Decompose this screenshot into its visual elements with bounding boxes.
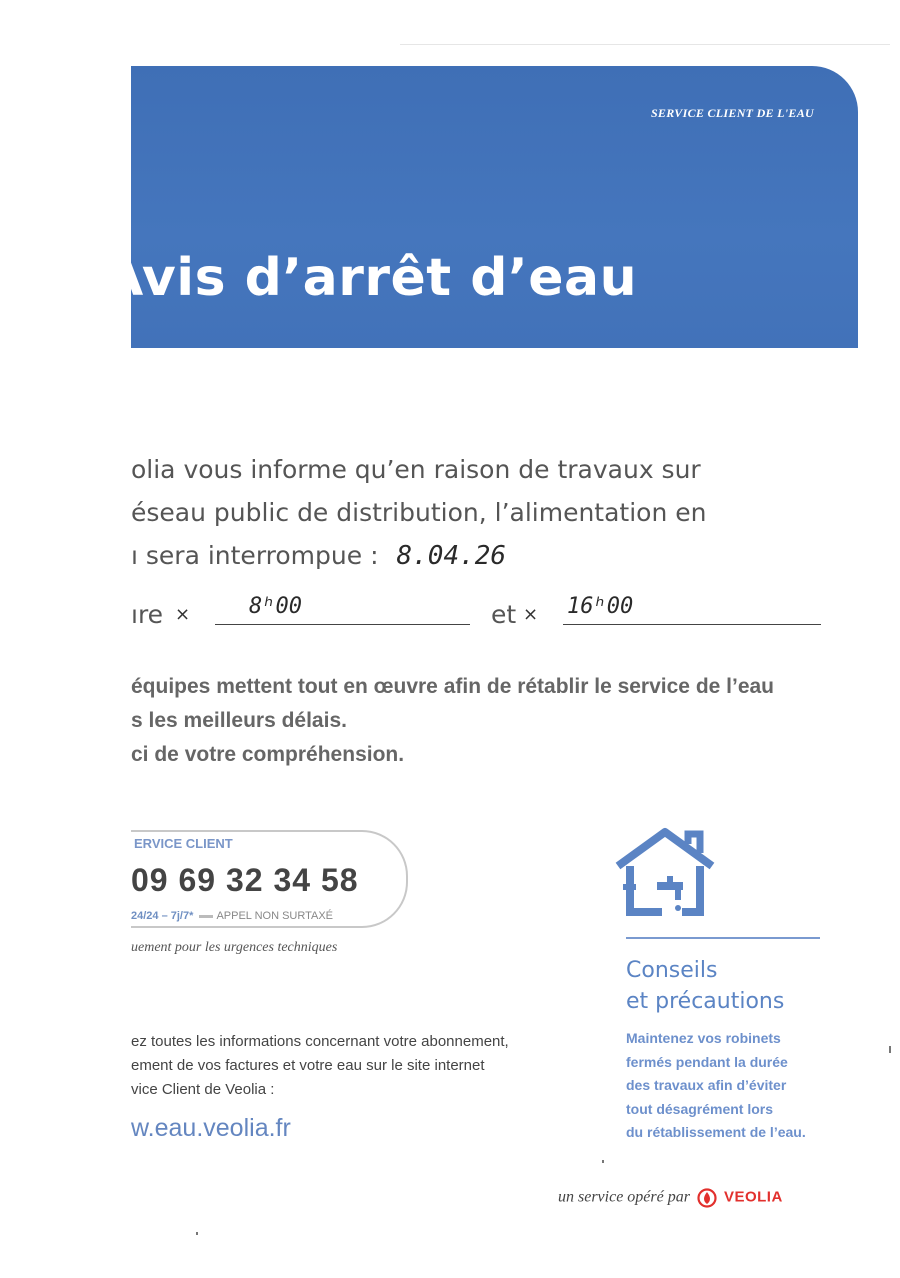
service-client-phone[interactable]: 09 69 32 34 58 (131, 862, 359, 898)
notice-line-2: éseau public de distribution, l’alimentation en (131, 498, 707, 527)
apology-text (131, 670, 831, 772)
tips-title-line-2: et précautions (626, 989, 785, 1014)
service-client-label: ERVICE CLIENT (134, 836, 239, 851)
tips-line: Maintenez vos robinets (626, 1030, 781, 1046)
tips-line: fermés pendant la durée (626, 1053, 788, 1070)
notice-line-1: olia vous informe qu’en raison de travaux sur (131, 455, 701, 484)
veolia-brand: VEOLIA (723, 1188, 783, 1206)
to-time-handwritten: 16ʰ00 (567, 594, 634, 619)
website-url[interactable]: w.eau.veolia.fr (131, 1114, 291, 1142)
header-banner (103, 66, 858, 348)
notice-line-3 (131, 534, 831, 578)
call-note: APPEL NON SURTAXÉ (216, 910, 334, 922)
notice-text (131, 448, 831, 578)
page-title: Avis d’arrêt d’eau (103, 248, 638, 308)
from-time-line (215, 624, 470, 625)
notice-line-3-prefix: ı sera interrompue : (131, 541, 379, 570)
apology-line-3: ci de votre compréhension. (131, 743, 405, 766)
to-label: et (491, 600, 517, 629)
website-line-1: ez toutes les informations concernant votre abonnement, (131, 1033, 509, 1050)
scan-speck (196, 1232, 198, 1235)
house-tap-icon (612, 826, 718, 918)
tips-divider (626, 937, 820, 939)
apology-line-1: équipes mettent tout en œuvre afin de rétablir le service de l’eau (131, 675, 775, 698)
hours-row (131, 594, 831, 632)
from-time-handwritten: 8ʰ00 (249, 594, 302, 619)
scan-speck (889, 1046, 891, 1053)
hours-value: 24/24 – 7j/7* (131, 910, 194, 922)
veolia-logo-icon (697, 1188, 717, 1208)
tips-line: des travaux afin d’éviter (626, 1077, 787, 1093)
apology-line-2: s les meilleurs délais. (131, 709, 347, 732)
from-label: ıre (131, 600, 164, 629)
operated-by-text: un service opéré par (558, 1188, 690, 1206)
struck-out-mark-1: ⨯ (175, 604, 191, 625)
scan-speck (602, 1160, 604, 1163)
header-kicker: SERVICE CLIENT DE L'EAU (650, 106, 814, 120)
tips-text (626, 1027, 846, 1145)
footer (558, 1188, 783, 1208)
urgent-note: uement pour les urgences techniques (131, 940, 338, 955)
tips-title (626, 955, 784, 1017)
website-line-2: ement de vos factures et votre eau sur le site internet (131, 1057, 485, 1074)
handwritten-date: 8.04.26 (396, 541, 507, 571)
service-client-hours (131, 910, 339, 922)
dash-icon (199, 915, 213, 918)
tips-line: du rétablissement de l’eau. (626, 1124, 806, 1140)
website-text (131, 1030, 571, 1102)
tips-title-line-1: Conseils (626, 958, 718, 983)
scan-artifact-line (400, 44, 890, 45)
to-time-line (563, 624, 821, 625)
tips-line: tout désagrément lors (626, 1100, 774, 1117)
struck-out-mark-2: ⨯ (523, 604, 539, 625)
website-line-3: vice Client de Veolia : (131, 1081, 275, 1098)
